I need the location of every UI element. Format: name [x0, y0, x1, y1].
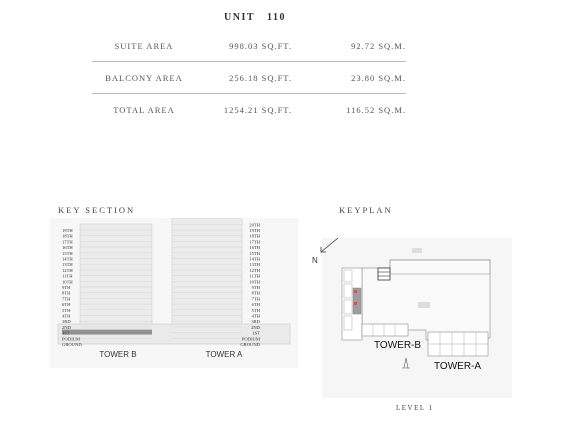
unit-cell	[344, 316, 352, 330]
level-label: 17TH	[62, 239, 73, 245]
level-label: 9TH	[251, 285, 260, 290]
level-label: 10TH	[249, 279, 260, 285]
level-label: 4TH	[251, 313, 260, 319]
keyplan-drawing	[306, 218, 516, 403]
level-label: 9TH	[62, 285, 71, 290]
tower-b-label: TOWER B	[99, 350, 137, 359]
area-label: TOTAL AREA	[92, 94, 196, 126]
level-label: 12TH	[249, 267, 260, 273]
level-label: 8TH	[62, 290, 71, 296]
level-label: 5TH	[62, 307, 71, 313]
unit-cell	[344, 270, 352, 282]
level-label: LEVEL 1	[396, 404, 434, 412]
level-label: 12TH	[62, 267, 73, 273]
selected-unit-marker	[354, 290, 357, 293]
tower-a-label: TOWER A	[205, 350, 243, 359]
level-label: GROUND	[62, 342, 82, 347]
unit-cell	[344, 300, 352, 314]
label-block	[412, 248, 422, 253]
selected-unit-marker	[354, 302, 357, 305]
key-section-heading: KEY SECTION	[58, 205, 136, 215]
keyplan-heading: KEYPLAN	[339, 205, 393, 215]
level-label: 3RD	[251, 319, 260, 325]
core-block	[378, 268, 390, 280]
level-label: 6TH	[62, 302, 71, 308]
area-sqft: 256.18 SQ.FT.	[196, 62, 292, 94]
level-label: 18TH	[249, 233, 260, 239]
table-row	[92, 30, 406, 62]
level-label: 16TH	[62, 245, 73, 251]
level-label: 11TH	[62, 273, 73, 279]
area-table	[92, 30, 406, 125]
level-label: 16TH	[249, 245, 260, 251]
unit-cell	[344, 284, 352, 298]
level-label: 13TH	[62, 262, 73, 268]
level-label: 2ND	[62, 324, 71, 330]
level-label: 6TH	[251, 302, 260, 308]
level-label: 19TH	[249, 228, 260, 233]
level-label: 4TH	[62, 313, 71, 319]
level-label: 13TH	[249, 262, 260, 268]
level-label: 11TH	[249, 273, 260, 279]
level-label: 14TH	[249, 256, 260, 262]
level-label: 10TH	[62, 279, 73, 285]
area-sqm: 116.52 SQ.M.	[292, 94, 406, 126]
area-sqft: 998.03 SQ.FT.	[229, 40, 292, 51]
level-label: 1ST	[62, 330, 70, 336]
tower-b-mass	[80, 224, 152, 328]
label-block	[418, 302, 430, 308]
keyplan-tower-b-label: TOWER-B	[374, 340, 422, 351]
level-label: 20TH	[249, 222, 260, 228]
area-sqm: 23.80 SQ.M.	[292, 62, 406, 94]
unit-label: UNIT	[224, 12, 256, 23]
level-label: GROUND	[240, 342, 260, 347]
tower-b-lower-wing	[362, 324, 408, 336]
level-label: 5TH	[251, 307, 260, 313]
north-label: N	[312, 256, 318, 265]
table-row	[92, 94, 406, 126]
level-label: 2ND	[251, 324, 260, 330]
unit-title	[0, 12, 510, 23]
level-label: 3RD	[62, 319, 71, 325]
unit-number: 110	[267, 12, 286, 23]
area-label: BALCONY AREA	[92, 62, 196, 94]
area-sqm: 92.72 SQ.M.	[351, 40, 406, 51]
level-label: 14TH	[62, 256, 73, 262]
tower-a-mass	[172, 218, 242, 328]
level-label: 15TH	[62, 250, 73, 256]
key-section-drawing	[50, 218, 298, 368]
keyplan-tower-a-label: TOWER-A	[434, 361, 482, 372]
level-label: 8TH	[251, 290, 260, 296]
area-sqft: 1254.21 SQ.FT.	[196, 94, 292, 126]
level-label: 17TH	[249, 239, 260, 245]
level-label: 15TH	[249, 250, 260, 256]
level-label: 18TH	[62, 233, 73, 239]
level-label: 1ST	[252, 330, 260, 336]
level-label: PODIUM	[241, 336, 260, 342]
level-label: 7TH	[62, 296, 71, 302]
table-row	[92, 62, 406, 94]
highlighted-floor	[62, 330, 152, 335]
level-label: PODIUM	[62, 336, 81, 342]
level-label: 19TH	[62, 228, 73, 233]
tower-a-plan	[428, 332, 488, 356]
area-label: SUITE AREA	[114, 40, 174, 51]
level-label: 7TH	[251, 296, 260, 302]
